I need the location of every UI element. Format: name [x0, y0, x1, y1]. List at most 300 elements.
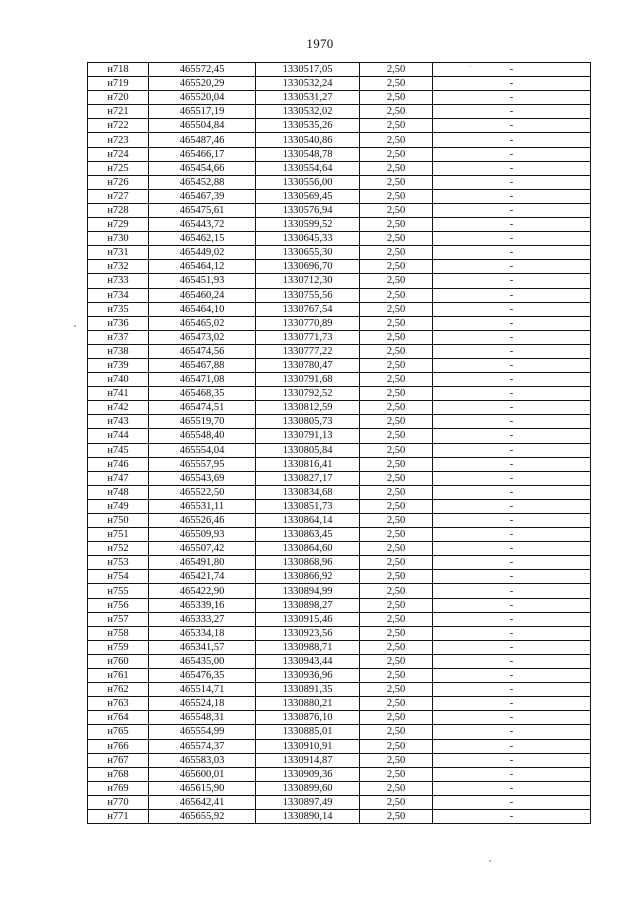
- table-row: [88, 415, 591, 429]
- y-coordinate-cell: 1330712,30: [256, 274, 360, 288]
- point-id-cell: н726: [88, 175, 149, 189]
- accuracy-cell: 2,50: [360, 218, 433, 232]
- accuracy-cell: 2,50: [360, 77, 433, 91]
- accuracy-cell: 2,50: [360, 189, 433, 203]
- accuracy-cell: 2,50: [360, 809, 433, 823]
- accuracy-cell: 2,50: [360, 753, 433, 767]
- table-row: [88, 669, 591, 683]
- accuracy-cell: 2,50: [360, 556, 433, 570]
- note-cell: -: [433, 809, 591, 823]
- accuracy-cell: 2,50: [360, 260, 433, 274]
- accuracy-cell: 2,50: [360, 584, 433, 598]
- table-row: [88, 781, 591, 795]
- table-row: [88, 387, 591, 401]
- table-row: [88, 274, 591, 288]
- accuracy-cell: 2,50: [360, 63, 433, 77]
- y-coordinate-cell: 1330897,49: [256, 795, 360, 809]
- y-coordinate-cell: 1330780,47: [256, 358, 360, 372]
- note-cell: -: [433, 499, 591, 513]
- note-cell: -: [433, 105, 591, 119]
- accuracy-cell: 2,50: [360, 528, 433, 542]
- y-coordinate-cell: 1330923,56: [256, 626, 360, 640]
- point-id-cell: н736: [88, 316, 149, 330]
- x-coordinate-cell: 465476,35: [149, 669, 256, 683]
- x-coordinate-cell: 465600,01: [149, 767, 256, 781]
- note-cell: -: [433, 119, 591, 133]
- table-row: [88, 697, 591, 711]
- x-coordinate-cell: 465473,02: [149, 330, 256, 344]
- table-row: [88, 767, 591, 781]
- point-id-cell: н750: [88, 514, 149, 528]
- y-coordinate-cell: 1330876,10: [256, 711, 360, 725]
- accuracy-cell: 2,50: [360, 767, 433, 781]
- y-coordinate-cell: 1330910,91: [256, 739, 360, 753]
- accuracy-cell: 2,50: [360, 358, 433, 372]
- table-row: [88, 570, 591, 584]
- x-coordinate-cell: 465520,29: [149, 77, 256, 91]
- y-coordinate-cell: 1330915,46: [256, 612, 360, 626]
- x-coordinate-cell: 465615,90: [149, 781, 256, 795]
- point-id-cell: н751: [88, 528, 149, 542]
- point-id-cell: н758: [88, 626, 149, 640]
- x-coordinate-cell: 465467,88: [149, 358, 256, 372]
- y-coordinate-cell: 1330805,84: [256, 443, 360, 457]
- y-coordinate-cell: 1330645,33: [256, 232, 360, 246]
- y-coordinate-cell: 1330535,26: [256, 119, 360, 133]
- x-coordinate-cell: 465526,46: [149, 514, 256, 528]
- point-id-cell: н764: [88, 711, 149, 725]
- x-coordinate-cell: 465454,66: [149, 161, 256, 175]
- point-id-cell: н740: [88, 373, 149, 387]
- note-cell: -: [433, 781, 591, 795]
- accuracy-cell: 2,50: [360, 499, 433, 513]
- table-row: [88, 203, 591, 217]
- point-id-cell: н739: [88, 358, 149, 372]
- note-cell: -: [433, 753, 591, 767]
- table-row: [88, 302, 591, 316]
- point-id-cell: н741: [88, 387, 149, 401]
- table-row: [88, 133, 591, 147]
- point-id-cell: н755: [88, 584, 149, 598]
- note-cell: -: [433, 232, 591, 246]
- x-coordinate-cell: 465460,24: [149, 288, 256, 302]
- y-coordinate-cell: 1330812,59: [256, 401, 360, 415]
- note-cell: -: [433, 203, 591, 217]
- x-coordinate-cell: 465465,02: [149, 316, 256, 330]
- table-row: [88, 401, 591, 415]
- point-id-cell: н742: [88, 401, 149, 415]
- accuracy-cell: 2,50: [360, 640, 433, 654]
- accuracy-cell: 2,50: [360, 415, 433, 429]
- y-coordinate-cell: 1330899,60: [256, 781, 360, 795]
- accuracy-cell: 2,50: [360, 161, 433, 175]
- x-coordinate-cell: 465487,46: [149, 133, 256, 147]
- point-id-cell: н744: [88, 429, 149, 443]
- note-cell: -: [433, 485, 591, 499]
- accuracy-cell: 2,50: [360, 598, 433, 612]
- point-id-cell: н749: [88, 499, 149, 513]
- y-coordinate-cell: 1330554,64: [256, 161, 360, 175]
- table-row: [88, 471, 591, 485]
- table-row: [88, 654, 591, 668]
- note-cell: -: [433, 528, 591, 542]
- accuracy-cell: 2,50: [360, 373, 433, 387]
- x-coordinate-cell: 465520,04: [149, 91, 256, 105]
- accuracy-cell: 2,50: [360, 288, 433, 302]
- y-coordinate-cell: 1330943,44: [256, 654, 360, 668]
- accuracy-cell: 2,50: [360, 669, 433, 683]
- table-row: [88, 739, 591, 753]
- y-coordinate-cell: 1330576,94: [256, 203, 360, 217]
- y-coordinate-cell: 1330909,36: [256, 767, 360, 781]
- note-cell: -: [433, 373, 591, 387]
- x-coordinate-cell: 465642,41: [149, 795, 256, 809]
- note-cell: -: [433, 697, 591, 711]
- table-row: [88, 218, 591, 232]
- accuracy-cell: 2,50: [360, 302, 433, 316]
- y-coordinate-cell: 1330894,99: [256, 584, 360, 598]
- y-coordinate-cell: 1330914,87: [256, 753, 360, 767]
- table-row: [88, 514, 591, 528]
- y-coordinate-cell: 1330777,22: [256, 344, 360, 358]
- accuracy-cell: 2,50: [360, 697, 433, 711]
- point-id-cell: н724: [88, 147, 149, 161]
- x-coordinate-cell: 465452,88: [149, 175, 256, 189]
- x-coordinate-cell: 465554,04: [149, 443, 256, 457]
- note-cell: -: [433, 358, 591, 372]
- point-id-cell: н737: [88, 330, 149, 344]
- accuracy-cell: 2,50: [360, 401, 433, 415]
- y-coordinate-cell: 1330864,14: [256, 514, 360, 528]
- accuracy-cell: 2,50: [360, 570, 433, 584]
- x-coordinate-cell: 465462,15: [149, 232, 256, 246]
- point-id-cell: н752: [88, 542, 149, 556]
- accuracy-cell: 2,50: [360, 626, 433, 640]
- coordinates-table: [87, 62, 591, 824]
- table-row: [88, 316, 591, 330]
- point-id-cell: н743: [88, 415, 149, 429]
- table-row: [88, 753, 591, 767]
- x-coordinate-cell: 465443,72: [149, 218, 256, 232]
- table-row: [88, 373, 591, 387]
- table-row: [88, 246, 591, 260]
- table-row: [88, 809, 591, 823]
- x-coordinate-cell: 465466,17: [149, 147, 256, 161]
- accuracy-cell: 2,50: [360, 91, 433, 105]
- y-coordinate-cell: 1330834,68: [256, 485, 360, 499]
- table-row: [88, 175, 591, 189]
- y-coordinate-cell: 1330540,86: [256, 133, 360, 147]
- point-id-cell: н746: [88, 457, 149, 471]
- note-cell: -: [433, 316, 591, 330]
- note-cell: -: [433, 767, 591, 781]
- table-row: [88, 528, 591, 542]
- table-row: [88, 683, 591, 697]
- point-id-cell: н721: [88, 105, 149, 119]
- point-id-cell: н757: [88, 612, 149, 626]
- note-cell: -: [433, 288, 591, 302]
- note-cell: -: [433, 161, 591, 175]
- y-coordinate-cell: 1330791,68: [256, 373, 360, 387]
- point-id-cell: н745: [88, 443, 149, 457]
- note-cell: -: [433, 711, 591, 725]
- point-id-cell: н731: [88, 246, 149, 260]
- accuracy-cell: 2,50: [360, 725, 433, 739]
- point-id-cell: н769: [88, 781, 149, 795]
- note-cell: -: [433, 401, 591, 415]
- x-coordinate-cell: 465421,74: [149, 570, 256, 584]
- note-cell: -: [433, 344, 591, 358]
- y-coordinate-cell: 1330770,89: [256, 316, 360, 330]
- x-coordinate-cell: 465468,35: [149, 387, 256, 401]
- x-coordinate-cell: 465422,90: [149, 584, 256, 598]
- note-cell: -: [433, 626, 591, 640]
- y-coordinate-cell: 1330891,35: [256, 683, 360, 697]
- x-coordinate-cell: 465554,99: [149, 725, 256, 739]
- note-cell: -: [433, 415, 591, 429]
- y-coordinate-cell: 1330755,56: [256, 288, 360, 302]
- x-coordinate-cell: 465334,18: [149, 626, 256, 640]
- table-row: [88, 260, 591, 274]
- x-coordinate-cell: 465517,19: [149, 105, 256, 119]
- x-coordinate-cell: 465572,45: [149, 63, 256, 77]
- x-coordinate-cell: 465548,40: [149, 429, 256, 443]
- x-coordinate-cell: 465474,51: [149, 401, 256, 415]
- point-id-cell: н732: [88, 260, 149, 274]
- point-id-cell: н754: [88, 570, 149, 584]
- note-cell: -: [433, 77, 591, 91]
- x-coordinate-cell: 465464,12: [149, 260, 256, 274]
- note-cell: -: [433, 457, 591, 471]
- table-row: [88, 344, 591, 358]
- point-id-cell: н767: [88, 753, 149, 767]
- note-cell: -: [433, 175, 591, 189]
- accuracy-cell: 2,50: [360, 542, 433, 556]
- y-coordinate-cell: 1330531,27: [256, 91, 360, 105]
- note-cell: -: [433, 260, 591, 274]
- y-coordinate-cell: 1330890,14: [256, 809, 360, 823]
- scan-speck: [74, 325, 76, 327]
- table-row: [88, 161, 591, 175]
- point-id-cell: н723: [88, 133, 149, 147]
- note-cell: -: [433, 683, 591, 697]
- table-row: [88, 330, 591, 344]
- table-row: [88, 626, 591, 640]
- table-row: [88, 556, 591, 570]
- x-coordinate-cell: 465464,10: [149, 302, 256, 316]
- point-id-cell: н768: [88, 767, 149, 781]
- y-coordinate-cell: 1330771,73: [256, 330, 360, 344]
- note-cell: -: [433, 302, 591, 316]
- y-coordinate-cell: 1330791,13: [256, 429, 360, 443]
- y-coordinate-cell: 1330936,96: [256, 669, 360, 683]
- y-coordinate-cell: 1330864,60: [256, 542, 360, 556]
- point-id-cell: н735: [88, 302, 149, 316]
- accuracy-cell: 2,50: [360, 232, 433, 246]
- note-cell: -: [433, 542, 591, 556]
- accuracy-cell: 2,50: [360, 485, 433, 499]
- y-coordinate-cell: 1330898,27: [256, 598, 360, 612]
- table-row: [88, 147, 591, 161]
- y-coordinate-cell: 1330655,30: [256, 246, 360, 260]
- point-id-cell: н730: [88, 232, 149, 246]
- note-cell: -: [433, 584, 591, 598]
- table-row: [88, 119, 591, 133]
- y-coordinate-cell: 1330863,45: [256, 528, 360, 542]
- point-id-cell: н753: [88, 556, 149, 570]
- table-row: [88, 189, 591, 203]
- note-cell: -: [433, 443, 591, 457]
- table-row: [88, 485, 591, 499]
- table-row: [88, 429, 591, 443]
- coordinates-table-body: [88, 63, 591, 824]
- note-cell: -: [433, 189, 591, 203]
- x-coordinate-cell: 465509,93: [149, 528, 256, 542]
- x-coordinate-cell: 465514,71: [149, 683, 256, 697]
- point-id-cell: н770: [88, 795, 149, 809]
- point-id-cell: н766: [88, 739, 149, 753]
- y-coordinate-cell: 1330868,96: [256, 556, 360, 570]
- x-coordinate-cell: 465341,57: [149, 640, 256, 654]
- y-coordinate-cell: 1330885,01: [256, 725, 360, 739]
- y-coordinate-cell: 1330827,17: [256, 471, 360, 485]
- note-cell: -: [433, 218, 591, 232]
- accuracy-cell: 2,50: [360, 133, 433, 147]
- table-row: [88, 640, 591, 654]
- table-row: [88, 612, 591, 626]
- x-coordinate-cell: 465449,02: [149, 246, 256, 260]
- point-id-cell: н720: [88, 91, 149, 105]
- table-row: [88, 725, 591, 739]
- table-row: [88, 63, 591, 77]
- scan-speck: [470, 66, 471, 67]
- accuracy-cell: 2,50: [360, 612, 433, 626]
- table-row: [88, 499, 591, 513]
- y-coordinate-cell: 1330851,73: [256, 499, 360, 513]
- accuracy-cell: 2,50: [360, 443, 433, 457]
- x-coordinate-cell: 465504,84: [149, 119, 256, 133]
- note-cell: -: [433, 556, 591, 570]
- x-coordinate-cell: 465519,70: [149, 415, 256, 429]
- point-id-cell: н727: [88, 189, 149, 203]
- note-cell: -: [433, 429, 591, 443]
- accuracy-cell: 2,50: [360, 683, 433, 697]
- table-row: [88, 77, 591, 91]
- x-coordinate-cell: 465339,16: [149, 598, 256, 612]
- point-id-cell: н729: [88, 218, 149, 232]
- note-cell: -: [433, 739, 591, 753]
- y-coordinate-cell: 1330866,92: [256, 570, 360, 584]
- accuracy-cell: 2,50: [360, 795, 433, 809]
- x-coordinate-cell: 465474,56: [149, 344, 256, 358]
- accuracy-cell: 2,50: [360, 246, 433, 260]
- point-id-cell: н747: [88, 471, 149, 485]
- point-id-cell: н734: [88, 288, 149, 302]
- x-coordinate-cell: 465543,69: [149, 471, 256, 485]
- note-cell: -: [433, 640, 591, 654]
- x-coordinate-cell: 465655,92: [149, 809, 256, 823]
- table-row: [88, 598, 591, 612]
- accuracy-cell: 2,50: [360, 711, 433, 725]
- note-cell: -: [433, 246, 591, 260]
- table-row: [88, 711, 591, 725]
- accuracy-cell: 2,50: [360, 739, 433, 753]
- note-cell: -: [433, 725, 591, 739]
- y-coordinate-cell: 1330880,21: [256, 697, 360, 711]
- y-coordinate-cell: 1330517,05: [256, 63, 360, 77]
- x-coordinate-cell: 465333,27: [149, 612, 256, 626]
- point-id-cell: н771: [88, 809, 149, 823]
- note-cell: -: [433, 598, 591, 612]
- table-row: [88, 105, 591, 119]
- accuracy-cell: 2,50: [360, 330, 433, 344]
- point-id-cell: н760: [88, 654, 149, 668]
- y-coordinate-cell: 1330816,41: [256, 457, 360, 471]
- page-number: 1970: [306, 36, 334, 51]
- point-id-cell: н762: [88, 683, 149, 697]
- accuracy-cell: 2,50: [360, 147, 433, 161]
- note-cell: -: [433, 795, 591, 809]
- note-cell: -: [433, 654, 591, 668]
- y-coordinate-cell: 1330599,52: [256, 218, 360, 232]
- accuracy-cell: 2,50: [360, 105, 433, 119]
- accuracy-cell: 2,50: [360, 471, 433, 485]
- x-coordinate-cell: 465524,18: [149, 697, 256, 711]
- accuracy-cell: 2,50: [360, 119, 433, 133]
- note-cell: -: [433, 570, 591, 584]
- point-id-cell: н761: [88, 669, 149, 683]
- accuracy-cell: 2,50: [360, 344, 433, 358]
- x-coordinate-cell: 465475,61: [149, 203, 256, 217]
- table-row: [88, 232, 591, 246]
- x-coordinate-cell: 465491,80: [149, 556, 256, 570]
- point-id-cell: н719: [88, 77, 149, 91]
- point-id-cell: н765: [88, 725, 149, 739]
- note-cell: -: [433, 669, 591, 683]
- note-cell: -: [433, 147, 591, 161]
- x-coordinate-cell: 465467,39: [149, 189, 256, 203]
- table-row: [88, 443, 591, 457]
- note-cell: -: [433, 91, 591, 105]
- point-id-cell: н718: [88, 63, 149, 77]
- point-id-cell: н728: [88, 203, 149, 217]
- accuracy-cell: 2,50: [360, 387, 433, 401]
- point-id-cell: н738: [88, 344, 149, 358]
- note-cell: -: [433, 471, 591, 485]
- point-id-cell: н733: [88, 274, 149, 288]
- y-coordinate-cell: 1330805,73: [256, 415, 360, 429]
- x-coordinate-cell: 465522,50: [149, 485, 256, 499]
- accuracy-cell: 2,50: [360, 203, 433, 217]
- point-id-cell: н722: [88, 119, 149, 133]
- y-coordinate-cell: 1330532,02: [256, 105, 360, 119]
- note-cell: -: [433, 133, 591, 147]
- note-cell: -: [433, 63, 591, 77]
- note-cell: -: [433, 330, 591, 344]
- table-row: [88, 457, 591, 471]
- note-cell: -: [433, 514, 591, 528]
- table-row: [88, 542, 591, 556]
- accuracy-cell: 2,50: [360, 429, 433, 443]
- y-coordinate-cell: 1330792,52: [256, 387, 360, 401]
- table-row: [88, 91, 591, 105]
- accuracy-cell: 2,50: [360, 316, 433, 330]
- y-coordinate-cell: 1330556,00: [256, 175, 360, 189]
- note-cell: -: [433, 612, 591, 626]
- x-coordinate-cell: 465435,00: [149, 654, 256, 668]
- x-coordinate-cell: 465557,95: [149, 457, 256, 471]
- y-coordinate-cell: 1330696,70: [256, 260, 360, 274]
